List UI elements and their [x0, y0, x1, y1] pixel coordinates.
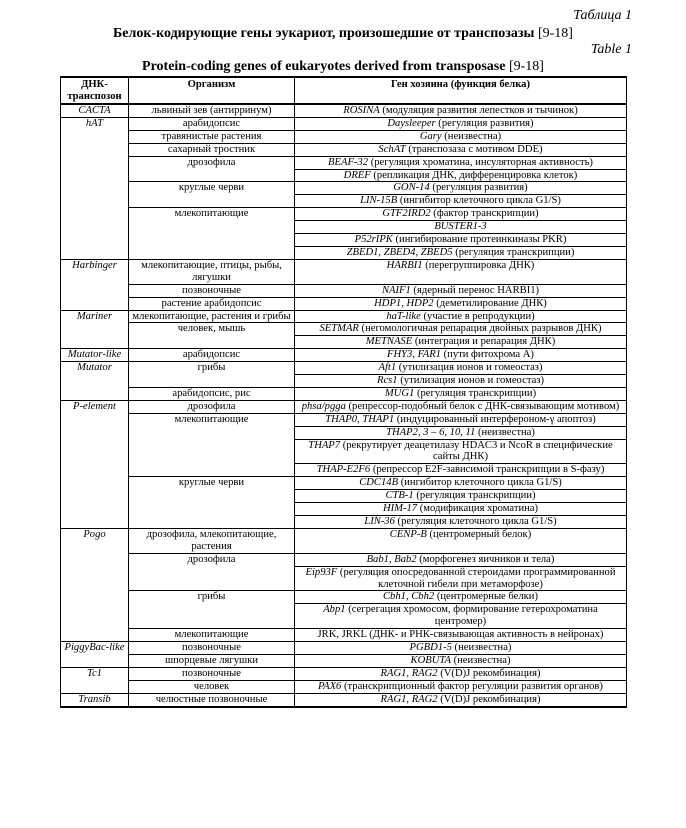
- table-row: [61, 208, 627, 221]
- cell-organism: [129, 221, 295, 234]
- gene-name: Gary: [419, 130, 442, 142]
- header-transposon: ДНК-транспозон: [61, 77, 129, 104]
- header-organism: Организм: [129, 77, 295, 104]
- gene-name: CENP-B: [389, 528, 427, 540]
- cell-transposon: CACTA: [61, 104, 129, 117]
- gene-name: LIN-36: [364, 516, 395, 527]
- cell-organism: млекопитающие: [129, 208, 295, 221]
- table-caption-en: Table 1: [590, 42, 632, 57]
- gene-name: HDP1, HDP2: [374, 297, 434, 309]
- gene-function: (регуляция транскрипции): [452, 246, 575, 258]
- cell-gene: [295, 221, 627, 234]
- cell-gene: [295, 387, 627, 400]
- cell-gene: [295, 234, 627, 247]
- gene-function: (пути фитохрома А): [440, 349, 534, 361]
- gene-function: (неизвестна): [450, 654, 511, 666]
- gene-function: JRK, JRKL (ДНК- и РНК-связывающая активность в нейронах): [317, 629, 604, 641]
- cell-transposon: [61, 516, 129, 529]
- cell-organism: дрозофила: [129, 400, 295, 413]
- table-row: [61, 680, 627, 693]
- cell-organism: львиный зев (антирринум): [129, 104, 295, 117]
- cell-transposon: hAT: [61, 117, 129, 130]
- cell-transposon: [61, 297, 129, 310]
- cell-transposon: [61, 130, 129, 143]
- gene-function: (модификация хроматина): [417, 503, 539, 515]
- gene-name: Abp1: [323, 604, 346, 616]
- cell-gene: [295, 375, 627, 388]
- cell-transposon: [61, 284, 129, 297]
- table-row: [61, 490, 627, 503]
- cell-gene: [295, 642, 627, 655]
- cell-organism: [129, 464, 295, 477]
- cell-organism: [129, 375, 295, 388]
- table-row: [61, 566, 627, 591]
- cell-gene: [295, 528, 627, 553]
- gene-function: (регуляция транскрипции): [414, 387, 537, 399]
- cell-organism: грибы: [129, 362, 295, 375]
- gene-function: (утилизация ионов и гомеостаз): [396, 362, 543, 374]
- cell-transposon: Mutator: [61, 362, 129, 375]
- cell-organism: позвоночные: [129, 642, 295, 655]
- cell-organism: человек: [129, 680, 295, 693]
- table-row: [61, 426, 627, 439]
- table-row: [61, 104, 627, 117]
- gene-name: MUG1: [384, 387, 415, 399]
- gene-function: (негомологичная репарация двойных разрывов ДНК): [358, 323, 602, 335]
- gene-name: THAP0, THAP1: [325, 413, 395, 425]
- table-row: [61, 169, 627, 182]
- table-title-en: [60, 59, 626, 75]
- table-row: [61, 477, 627, 490]
- gene-name: RAG1, RAG2: [380, 667, 438, 679]
- cell-transposon: [61, 169, 129, 182]
- gene-name: NAIF1: [381, 284, 411, 296]
- cell-transposon: [61, 477, 129, 490]
- table-row: [61, 246, 627, 259]
- cell-organism: арабидопсис, рис: [129, 387, 295, 400]
- table-row: [61, 234, 627, 247]
- cell-transposon: [61, 323, 129, 336]
- cell-organism: круглые черви: [129, 182, 295, 195]
- cell-transposon: [61, 591, 129, 604]
- table-row: [61, 413, 627, 426]
- gene-name: HIM-17: [382, 503, 418, 515]
- table-row: [61, 667, 627, 680]
- gene-function: (перегруппировка ДНК): [422, 259, 535, 271]
- gene-function: (индуцированный интерфероном-γ апоптоз): [394, 413, 596, 425]
- table-row: [61, 375, 627, 388]
- cell-gene: [295, 362, 627, 375]
- gene-name: CTB-1: [385, 490, 414, 502]
- cell-transposon: Mutator-like: [61, 349, 129, 362]
- gene-name: haT-like: [386, 310, 421, 322]
- cell-gene: [295, 680, 627, 693]
- cell-gene: [295, 400, 627, 413]
- cell-gene: [295, 426, 627, 439]
- gene-function: (неизвестна): [441, 130, 502, 142]
- cell-organism: [129, 234, 295, 247]
- table-title-ru-text: Белок-кодирующие гены эукариот, произошедшие от транспозазы: [113, 26, 535, 41]
- gene-name: ROSINA: [343, 105, 380, 116]
- cell-organism: [129, 246, 295, 259]
- cell-transposon: [61, 195, 129, 208]
- gene-name: PGBD1-5: [409, 642, 452, 654]
- cell-transposon: [61, 375, 129, 388]
- table-row: [61, 284, 627, 297]
- cell-organism: травянистые растения: [129, 130, 295, 143]
- cell-organism: [129, 490, 295, 503]
- table-row: [61, 553, 627, 566]
- table-row: [61, 310, 627, 323]
- gene-name: KOBUTA: [410, 654, 451, 666]
- table-row: [61, 349, 627, 362]
- gene-name: GON-14: [393, 182, 430, 194]
- cell-transposon: [61, 604, 129, 629]
- cell-transposon: [61, 629, 129, 642]
- cell-gene: [295, 259, 627, 284]
- cell-organism: позвоночные: [129, 284, 295, 297]
- cell-transposon: [61, 553, 129, 566]
- cell-transposon: [61, 221, 129, 234]
- cell-organism: [129, 604, 295, 629]
- table-caption-ru: Таблица 1: [573, 8, 632, 23]
- gene-function: (неизвестна): [475, 426, 535, 438]
- gene-function: (морфогенез яичников и тела): [416, 553, 555, 565]
- gene-name: THAP-E2F6: [316, 464, 371, 476]
- cell-gene: [295, 195, 627, 208]
- cell-transposon: [61, 246, 129, 259]
- table-row: [61, 439, 627, 464]
- table-title-ru: [60, 26, 626, 42]
- table-body: [61, 104, 627, 707]
- gene-function: (V(D)J рекомбинация): [437, 667, 541, 679]
- cell-gene: [295, 284, 627, 297]
- gene-function: (репрессор-подобный белок с ДНК-связывающим мотивом): [345, 400, 620, 412]
- cell-transposon: [61, 234, 129, 247]
- cell-organism: круглые черви: [129, 477, 295, 490]
- cell-organism: арабидопсис: [129, 117, 295, 130]
- cell-organism: [129, 439, 295, 464]
- cell-organism: млекопитающие: [129, 413, 295, 426]
- cell-gene: [295, 591, 627, 604]
- cell-gene: [295, 246, 627, 259]
- cell-gene: [295, 464, 627, 477]
- cell-organism: [129, 169, 295, 182]
- cell-organism: [129, 566, 295, 591]
- table-row: [61, 464, 627, 477]
- cell-gene: [295, 349, 627, 362]
- cell-organism: сахарный тростник: [129, 143, 295, 156]
- table-row: [61, 117, 627, 130]
- gene-name: BEAF-32: [328, 156, 369, 168]
- gene-name: Bab1, Bab2: [366, 553, 417, 565]
- cell-gene: [295, 336, 627, 349]
- gene-function: (регуляция развития): [429, 182, 528, 194]
- cell-gene: [295, 566, 627, 591]
- cell-transposon: [61, 413, 129, 426]
- table-row: [61, 604, 627, 629]
- gene-function: (репликация ДНК, дифференцировка клеток): [370, 169, 578, 181]
- gene-function: (ингибитор клеточного цикла G1/S): [398, 477, 562, 489]
- gene-name: CDC14B: [359, 477, 399, 489]
- gene-function: (V(D)J рекомбинация): [437, 693, 541, 705]
- gene-name: LIN-15B: [360, 195, 398, 207]
- table-row: [61, 591, 627, 604]
- table-row: [61, 323, 627, 336]
- cell-gene: [295, 169, 627, 182]
- gene-name: RAG1, RAG2: [380, 693, 438, 705]
- cell-transposon: [61, 654, 129, 667]
- cell-organism: [129, 516, 295, 529]
- cell-transposon: [61, 156, 129, 169]
- cell-gene: [295, 654, 627, 667]
- table-row: [61, 130, 627, 143]
- gene-name: METNASE: [365, 336, 413, 348]
- cell-gene: [295, 104, 627, 117]
- gene-name: Daysleeper: [387, 117, 436, 129]
- cell-gene: [295, 143, 627, 156]
- table-row: [61, 516, 627, 529]
- gene-function: (регуляция опосредованной стероидами программированной клеточной гибели при метаморфозе): [337, 566, 616, 590]
- gene-name: SETMAR: [319, 323, 359, 335]
- cell-organism: дрозофила: [129, 156, 295, 169]
- gene-name: phsa/pgga: [301, 400, 346, 412]
- table-row: [61, 629, 627, 642]
- gene-function: (регуляция транскрипции): [413, 490, 536, 502]
- cell-gene: [295, 439, 627, 464]
- gene-function: (сегрегация хромосом, формирование гетерохроматина центромер): [345, 604, 598, 628]
- cell-organism: млекопитающие, растения и грибы: [129, 310, 295, 323]
- cell-transposon: Tc1: [61, 667, 129, 680]
- gene-function: (ингибитор клеточного цикла G1/S): [397, 195, 561, 207]
- table-row: [61, 654, 627, 667]
- gene-name: GTF2IRD2: [382, 208, 431, 220]
- gene-name: Eip93F: [305, 566, 338, 578]
- cell-organism: [129, 426, 295, 439]
- table-row: [61, 336, 627, 349]
- gene-function: (ядерный перенос HARBI1): [410, 284, 540, 296]
- gene-name: SchAT: [378, 143, 406, 155]
- cell-transposon: [61, 439, 129, 464]
- cell-gene: [295, 413, 627, 426]
- gene-name: PAX6: [318, 680, 342, 692]
- table-title-en-ref: [9-18]: [508, 59, 544, 74]
- cell-organism: дрозофила, млекопитающие, растения: [129, 528, 295, 553]
- cell-gene: [295, 553, 627, 566]
- cell-transposon: Harbinger: [61, 259, 129, 284]
- cell-gene: [295, 516, 627, 529]
- gene-name: HARBI1: [386, 259, 423, 271]
- transposase-genes-table: [60, 76, 627, 708]
- cell-transposon: [61, 182, 129, 195]
- table-title-en-text: Protein-coding genes of eukaryotes derived from transposase: [142, 59, 506, 74]
- gene-function: (модуляция развития лепестков и тычинок): [379, 105, 578, 116]
- cell-transposon: Pogo: [61, 528, 129, 553]
- gene-function: (участие в репродукции): [420, 310, 535, 322]
- table-row: [61, 362, 627, 375]
- cell-gene: [295, 208, 627, 221]
- cell-organism: [129, 336, 295, 349]
- header-gene: Ген хозяина (функция белка): [295, 77, 627, 104]
- gene-function: (регуляция развития): [435, 117, 534, 129]
- cell-organism: челюстные позвоночные: [129, 693, 295, 706]
- cell-gene: [295, 667, 627, 680]
- gene-function: (центромерный белок): [426, 528, 532, 540]
- gene-function: (фактор транскрипции): [430, 208, 539, 220]
- gene-name: BUSTER1-3: [434, 221, 487, 233]
- cell-organism: арабидопсис: [129, 349, 295, 362]
- cell-organism: [129, 503, 295, 516]
- cell-transposon: PiggyBac-like: [61, 642, 129, 655]
- gene-name: DREF: [343, 169, 371, 181]
- cell-gene: [295, 297, 627, 310]
- cell-transposon: [61, 490, 129, 503]
- cell-organism: человек, мышь: [129, 323, 295, 336]
- gene-name: Aft1: [378, 362, 397, 374]
- cell-organism: [129, 195, 295, 208]
- table-row: [61, 387, 627, 400]
- cell-transposon: P-element: [61, 400, 129, 413]
- table-row: [61, 221, 627, 234]
- gene-function: (ингибирование протеинкиназы PKR): [392, 234, 567, 246]
- table-header-row: [61, 77, 627, 104]
- cell-transposon: [61, 680, 129, 693]
- cell-gene: [295, 477, 627, 490]
- gene-name: Rcs1: [377, 375, 398, 387]
- gene-function: (транскрипционный фактор регуляции развития органов): [341, 680, 603, 692]
- gene-function: (репрессор E2F-зависимой транскрипции в S-фазу): [370, 464, 605, 476]
- gene-name: FHY3, FAR1: [387, 349, 441, 361]
- cell-gene: [295, 629, 627, 642]
- cell-transposon: [61, 503, 129, 516]
- gene-function: (утилизация ионов и гомеостаз): [397, 375, 544, 387]
- cell-gene: [295, 503, 627, 516]
- cell-gene: [295, 310, 627, 323]
- cell-gene: [295, 130, 627, 143]
- gene-function: (деметилирование ДНК): [433, 297, 547, 309]
- table-row: [61, 297, 627, 310]
- cell-gene: [295, 323, 627, 336]
- cell-transposon: Mariner: [61, 310, 129, 323]
- table-row: [61, 143, 627, 156]
- table-row: [61, 259, 627, 284]
- table-row: [61, 195, 627, 208]
- gene-name: THAP2, 3 – 6, 10, 11: [386, 426, 476, 438]
- cell-gene: [295, 117, 627, 130]
- cell-gene: [295, 182, 627, 195]
- gene-name: P52rIPK: [354, 234, 393, 246]
- cell-organism: позвоночные: [129, 667, 295, 680]
- table-row: [61, 528, 627, 553]
- cell-organism: грибы: [129, 591, 295, 604]
- gene-name: Cbh1, Cbh2: [382, 591, 435, 603]
- table-row: [61, 503, 627, 516]
- cell-transposon: [61, 143, 129, 156]
- cell-organism: шпорцевые лягушки: [129, 654, 295, 667]
- cell-transposon: [61, 566, 129, 591]
- cell-gene: [295, 604, 627, 629]
- gene-function: (неизвестна): [451, 642, 512, 654]
- table-row: [61, 156, 627, 169]
- gene-function: (рекрутирует деацетилазу HDAC3 и NcoR в специфические сайты ДНК): [340, 439, 613, 463]
- cell-organism: млекопитающие: [129, 629, 295, 642]
- table-row: [61, 182, 627, 195]
- cell-gene: [295, 693, 627, 706]
- cell-organism: млекопитающие, птицы, рыбы, лягушки: [129, 259, 295, 284]
- cell-transposon: [61, 426, 129, 439]
- gene-function: (регуляция клеточного цикла G1/S): [394, 516, 557, 527]
- cell-transposon: [61, 464, 129, 477]
- cell-organism: дрозофила: [129, 553, 295, 566]
- gene-name: ZBED1, ZBED4, ZBED5: [346, 246, 453, 258]
- cell-transposon: [61, 208, 129, 221]
- gene-function: (интеграция и репарация ДНК): [412, 336, 556, 348]
- table-row: [61, 693, 627, 706]
- gene-name: THAP7: [308, 439, 341, 451]
- table-row: [61, 400, 627, 413]
- cell-transposon: Transib: [61, 693, 129, 706]
- table-title-ru-ref: [9-18]: [537, 26, 573, 41]
- cell-transposon: [61, 336, 129, 349]
- table-row: [61, 642, 627, 655]
- gene-function: (центромерные белки): [434, 591, 538, 603]
- cell-transposon: [61, 387, 129, 400]
- cell-gene: [295, 490, 627, 503]
- cell-organism: растение арабидопсис: [129, 297, 295, 310]
- cell-gene: [295, 156, 627, 169]
- gene-function: (регуляция хроматина, инсуляторная активность): [368, 156, 593, 168]
- gene-function: (транспозаза с мотивом DDE): [405, 143, 543, 155]
